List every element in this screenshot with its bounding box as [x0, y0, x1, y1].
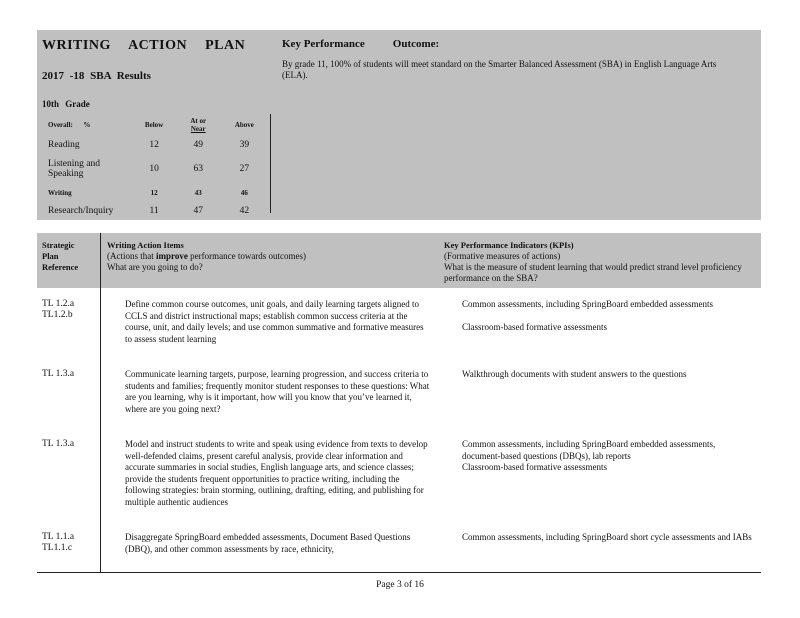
- ref-column-header: [42, 240, 78, 273]
- row-reference: TL 1.3.a: [42, 369, 75, 379]
- score-table: [45, 114, 267, 220]
- above-value: 27: [239, 164, 250, 174]
- items-header-sub: (Actions that improve performance towards outcomes): [107, 251, 307, 261]
- above-value: 39: [239, 140, 250, 150]
- kpi-column-header: [444, 240, 754, 284]
- near-label: Near: [190, 125, 206, 133]
- ref-header-line: Reference: [42, 262, 79, 272]
- row-reference: TL 1.2.a TL1.2.b: [42, 299, 75, 320]
- table-bottom-rule: [37, 572, 761, 573]
- action-item: Disaggregate SpringBoard embedded assessments, Document Based Questions (DBQ), and other common assessments by race, ethnicity,: [125, 532, 411, 554]
- kpi-item: Classroom-based formative assessments: [462, 322, 607, 332]
- above-header: Above: [234, 121, 254, 129]
- below-value: 12: [150, 189, 158, 197]
- below-value: 10: [149, 164, 159, 174]
- kpi-item: Common assessments, including SpringBoard embedded assessments: [462, 299, 713, 309]
- action-item: Communicate learning targets, purpose, learning progression, and success criteria to students and families; frequently monitor student responses to these questions: What are you learning, why is it important, how will you know that you’ve learned it, where are you going next?: [125, 369, 430, 414]
- score-table-header: [45, 114, 267, 136]
- percent-label: %: [83, 121, 91, 129]
- above-value: 42: [239, 206, 250, 216]
- row-reference: TL 1.3.a: [42, 439, 75, 449]
- row-reference: TL 1.1.a TL1.1.c: [42, 532, 75, 553]
- table-row: [45, 202, 267, 220]
- ref-header-line: Plan: [42, 251, 59, 261]
- items-header-title: Writing Action Items: [107, 240, 184, 250]
- page-title: WRITING ACTION PLAN: [42, 38, 246, 53]
- items-column-header: [107, 240, 306, 273]
- near-value: 63: [193, 164, 203, 174]
- near-value: 49: [193, 140, 203, 150]
- results-heading: 2017 -18 SBA Results: [42, 70, 151, 82]
- kpo-label: [282, 38, 439, 50]
- table-row: [45, 136, 267, 154]
- table-row: [45, 184, 267, 202]
- at-or-label: At or: [190, 117, 207, 125]
- grade-heading: 10th Grade: [42, 99, 90, 109]
- strand-label: Writing: [48, 189, 72, 197]
- strand-label: Listening and Speaking: [48, 159, 100, 179]
- kpo-label-part1: Key Performance: [282, 38, 365, 50]
- kpi-header-sub: (Formative measures of actions): [444, 251, 561, 261]
- strand-label: Research/Inquiry: [48, 206, 114, 216]
- kpi-item: Walkthrough documents with student answers to the questions: [462, 369, 687, 379]
- action-item: Model and instruct students to write and speak using evidence from texts to develop well-defended claims, present careful analysis, provide clear information and accurate summaries in social studies, English language arts, and science classes; provide the students frequent opportunities to practice writing, including the following strategies: brain storming, outlining, drafting, editing, and publishing for multiple authentic audiences: [125, 439, 428, 507]
- kpi-header-title: Key Performance Indicators (KPIs): [444, 240, 574, 250]
- kpo-label-part2: Outcome:: [392, 38, 440, 50]
- near-value: 43: [194, 189, 202, 197]
- kpo-text: By grade 11, 100% of students will meet standard on the Smarter Balanced Assessment (SBA) in English Language Arts (ELA).: [282, 59, 717, 80]
- ref-header-line: Strategic: [42, 240, 75, 250]
- page-number: Page 3 of 16: [376, 580, 424, 590]
- kpi-item: Common assessments, including SpringBoard short cycle assessments and IABs: [462, 532, 752, 542]
- kpi-header-question: What is the measure of student learning that would predict strand level proficiency performance on the SBA?: [444, 262, 742, 283]
- column-divider: [100, 233, 101, 573]
- action-item: Define common course outcomes, unit goals, and daily learning targets aligned to CCLS and district instructional maps; establish common success criteria at the course, unit, and daily levels; and use common summative and formative measures to assess student learning: [125, 299, 424, 344]
- below-value: 12: [149, 140, 159, 150]
- table-row: [45, 154, 267, 184]
- near-header: [175, 114, 222, 136]
- near-value: 47: [193, 206, 203, 216]
- items-header-question: What are you going to do?: [107, 262, 203, 272]
- score-table-divider: [270, 114, 271, 213]
- kpi-item: Classroom-based formative assessments: [462, 462, 607, 472]
- strand-label: Reading: [48, 140, 80, 150]
- below-value: 11: [149, 206, 159, 216]
- below-header: Below: [144, 121, 164, 129]
- above-value: 46: [240, 189, 248, 197]
- overall-label: Overall:: [48, 121, 73, 129]
- kpi-item: Common assessments, including SpringBoard embedded assessments, document-based questions (DBQs), lab reports: [462, 439, 716, 461]
